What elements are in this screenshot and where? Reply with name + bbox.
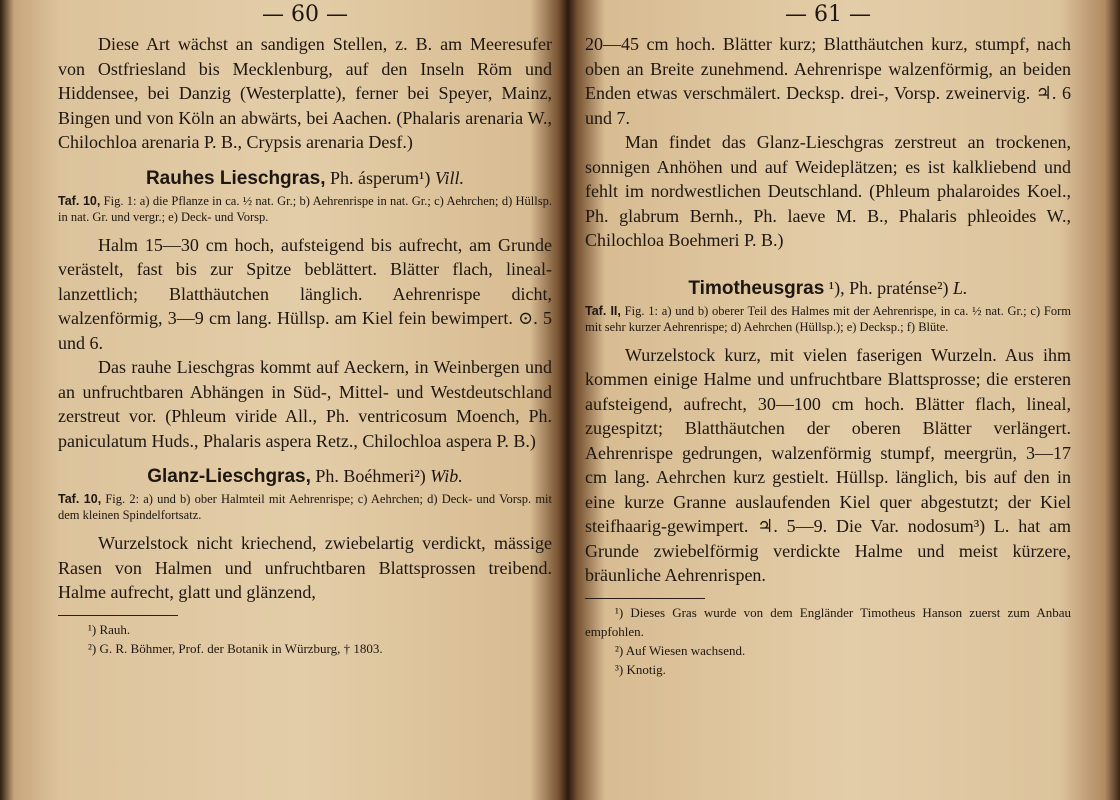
left-page: [58, 0, 552, 800]
page-number: — 61 —: [785, 2, 871, 27]
species-author: Wib.: [430, 466, 463, 486]
habitat-paragraph: Das rauhe Lieschgras kommt auf Aeckern, in Weinbergen und an unfruchtbaren Abhängen in Süd-, Mittel- und Westdeutschland zerstreut vor. (Phleum viride All., Ph. ventricosum Moench, Ph. paniculatum Huds., Phalaris aspera Retz., Chilochloa aspera P. B.): [58, 357, 552, 451]
footnote: ¹) Dieses Gras wurde von dem Engländer Timotheus Hanson zuerst zum Anbau empfohlen.: [585, 604, 1071, 639]
footnote-rule: [58, 615, 178, 616]
species-heading: [58, 463, 552, 489]
species-name: Glanz-Lieschgras,: [147, 466, 311, 487]
habitat-paragraph: Man findet das Glanz-Lieschgras zerstreut an trockenen, sonnigen Anhöhen und auf Weideplätzen; es ist kalkliebend und fehlt im nordwestlichen Deutschland. (Phleum phalaroides Koel., Ph. glabrum Bernh., Ph. laeve M. B., Phalaris phleoides W., Chilochloa Boehmeri P. B.): [585, 132, 1071, 250]
plate-ref: Taf. II,: [585, 303, 621, 318]
caption-text: Fig. 1: a) und b) oberer Teil des Halmes mit der Aehrenrispe, in ca. ½ nat. Gr.; c) Form mit sehr kurzer Aehrenrispe; d) Aehrchen (Hüllsp.); e) Decksp.; f) Blüte.: [585, 303, 1071, 334]
footnote: ²) G. R. Böhmer, Prof. der Botanik in Würzburg, † 1803.: [88, 640, 383, 656]
species-author: Vill.: [434, 167, 465, 188]
caption-text: Fig. 1: a) die Pflanze in ca. ½ nat. Gr.; b) Aehrenrispe in nat. Gr.; c) Aehrchen; d) Hüllsp. in nat. Gr. und vergr.; e) Deck- und Vorsp.: [58, 193, 552, 224]
continued-paragraph: 20—45 cm hoch. Blätter kurz; Blatthäutchen kurz, stumpf, nach oben an Breite zunehmend. Aehrenrispe walzenförmig, an beiden Enden etwas verschmälert. Decksp. drei-, Vorsp. zweinervig. ♃. 6 und 7.: [585, 34, 1071, 128]
species-latin: ¹), Ph. praténse²): [824, 277, 954, 298]
footnote-rule: [585, 598, 705, 599]
figure-caption: [585, 303, 1071, 335]
figure-caption: [58, 491, 552, 523]
species-name: Rauhes Lieschgras,: [145, 167, 326, 189]
caption-text: Fig. 2: a) und b) ober Halmteil mit Aehrenrispe; c) Aehrchen; d) Deck- und Vorsp. mit dem kleinen Spindelfortsatz.: [58, 492, 552, 522]
plate-ref: Taf. 10,: [58, 193, 101, 208]
figure-caption: [58, 193, 552, 225]
species-heading: [585, 275, 1071, 301]
species-latin: Ph. ásperum¹): [325, 167, 435, 188]
species-author: L.: [953, 277, 968, 298]
species-heading: [58, 165, 552, 191]
description-paragraph: Halm 15—30 cm hoch, aufsteigend bis aufrecht, am Grunde verästelt, fast bis zur Spitze beblättert. Blätter flach, lineal-lanzettlich; Blatthäutchen länglich. Aehrenrispe dicht, walzenförmig, 3—9 cm lang. Hüllsp. am Kiel fein bewimpert. ⊙. 5 und 6.: [58, 234, 552, 353]
description-paragraph: Wurzelstock kurz, mit vielen faserigen Wurzeln. Aus ihm kommen einige Halme und unfruchtbare Blattsprosse; die ersteren aufsteigend, aufrecht, 30—100 cm hoch. Blätter flach, lineal, zugespitzt; Blatthäutchen der oberen Blätter verlängert. Aehrenrispe gedrungen, walzenförmig stumpf, meergrün, 3—17 cm lang. Aehrchen kurz gestielt. Hüllsp. länglich, bis auf den in eine kurze Granne auslaufenden Kiel quer abgestutzt; der Kiel steifhaarig-gewimpert. ♃. 5—9. Die Var. nodosum³) L. hat am Grunde zwiebelförmig verdickte Halme und meist kürzere, bräunliche Aehrenrispen.: [585, 344, 1071, 585]
species-latin: Ph. Boéhmeri²): [310, 466, 431, 486]
description-paragraph: Wurzelstock nicht kriechend, zwiebelartig verdickt, mässige Rasen von Halmen und unfruchtbaren Blattsprossen treibend. Halme aufrecht, glatt und glänzend,: [58, 533, 552, 602]
intro-paragraph: Diese Art wächst an sandigen Stellen, z. B. am Meeresufer von Ostfriesland bis Mecklenburg, auf den Inseln Röm und Hiddensee, bei Danzig (Westerplatte), ferner bei Speyer, Mainz, Bingen und von Köln an abwärts, bei Aachen. (Phalaris arenaria W., Chilochloa arenaria P. B., Crypsis arenaria Desf.): [58, 34, 552, 152]
plate-ref: Taf. 10,: [58, 492, 102, 506]
page-number: — 60 —: [262, 2, 348, 27]
footnote: ³) Knotig.: [615, 661, 666, 677]
footnote: ²) Auf Wiesen wachsend.: [615, 642, 746, 658]
footnote: ¹) Rauh.: [88, 621, 131, 637]
species-name: Timotheusgras: [688, 277, 825, 299]
right-page: [585, 0, 1071, 800]
